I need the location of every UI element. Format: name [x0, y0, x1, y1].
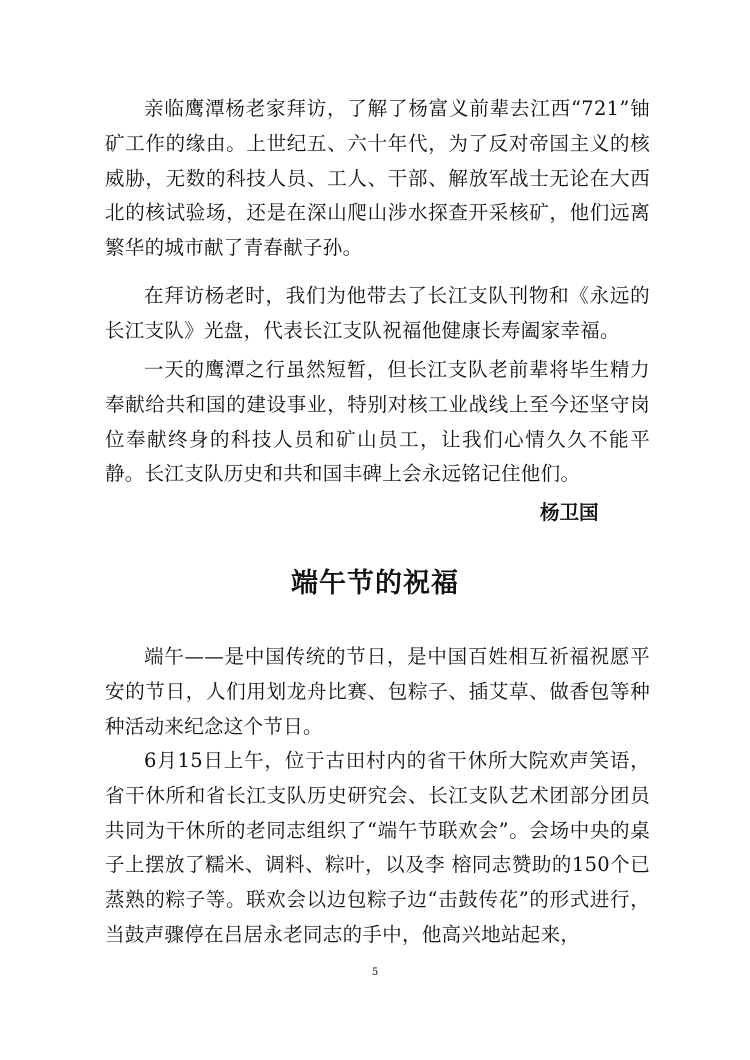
author-signature: 杨卫国	[540, 501, 599, 524]
article1-paragraph-3: 一天的鹰潭之行虽然短暂，但长江支队老前辈将毕生精力奉献给共和国的建设事业，特别对核工业战线上至今还坚守岗位奉献终身的科技人员和矿山员工，让我们心情久久不能平静。长江支队历史和共和国丰碑上会永远铭记住他们。	[105, 358, 650, 486]
article2-paragraph-2: 6月15日上午，位于古田村内的省干休所大院欢声笑语，省干休所和省长江支队历史研究会、长江支队艺术团部分团员共同为干休所的老同志组织了“端午节联欢会”。会场中央的桌子上摆放了糯米、调料、粽叶，以及李 榕同志赞助的150个已蒸熟的粽子等。联欢会以边包粽子边“击鼓传花”的形式进行，当鼓声骤停在吕居永老同志的手中，他高兴地站起来，	[105, 749, 650, 946]
article-title: 端午节的祝福	[291, 568, 459, 599]
article1-paragraph-1: 亲临鹰潭杨老家拜访，了解了杨富义前辈去江西“721”铀矿工作的缘由。上世纪五、六十年代，为了反对帝国主义的核威胁，无数的科技人员、工人、干部、解放军战士无论在大西北的核试验场，还是在深山爬山涉水探查开采核矿，他们远离繁华的城市献了青春献子孙。	[105, 97, 650, 260]
article1-paragraph-2: 在拜访杨老时，我们为他带去了长江支队刊物和《永远的长江支队》光盘，代表长江支队祝福他健康长寿阖家幸福。	[105, 284, 650, 342]
article2-paragraph-1: 端午——是中国传统的节日，是中国百姓相互祈福祝愿平安的节日，人们用划龙舟比赛、包粽子、插艾草、做香包等种种活动来纪念这个节日。	[105, 645, 650, 738]
page-number: 5	[371, 967, 379, 978]
